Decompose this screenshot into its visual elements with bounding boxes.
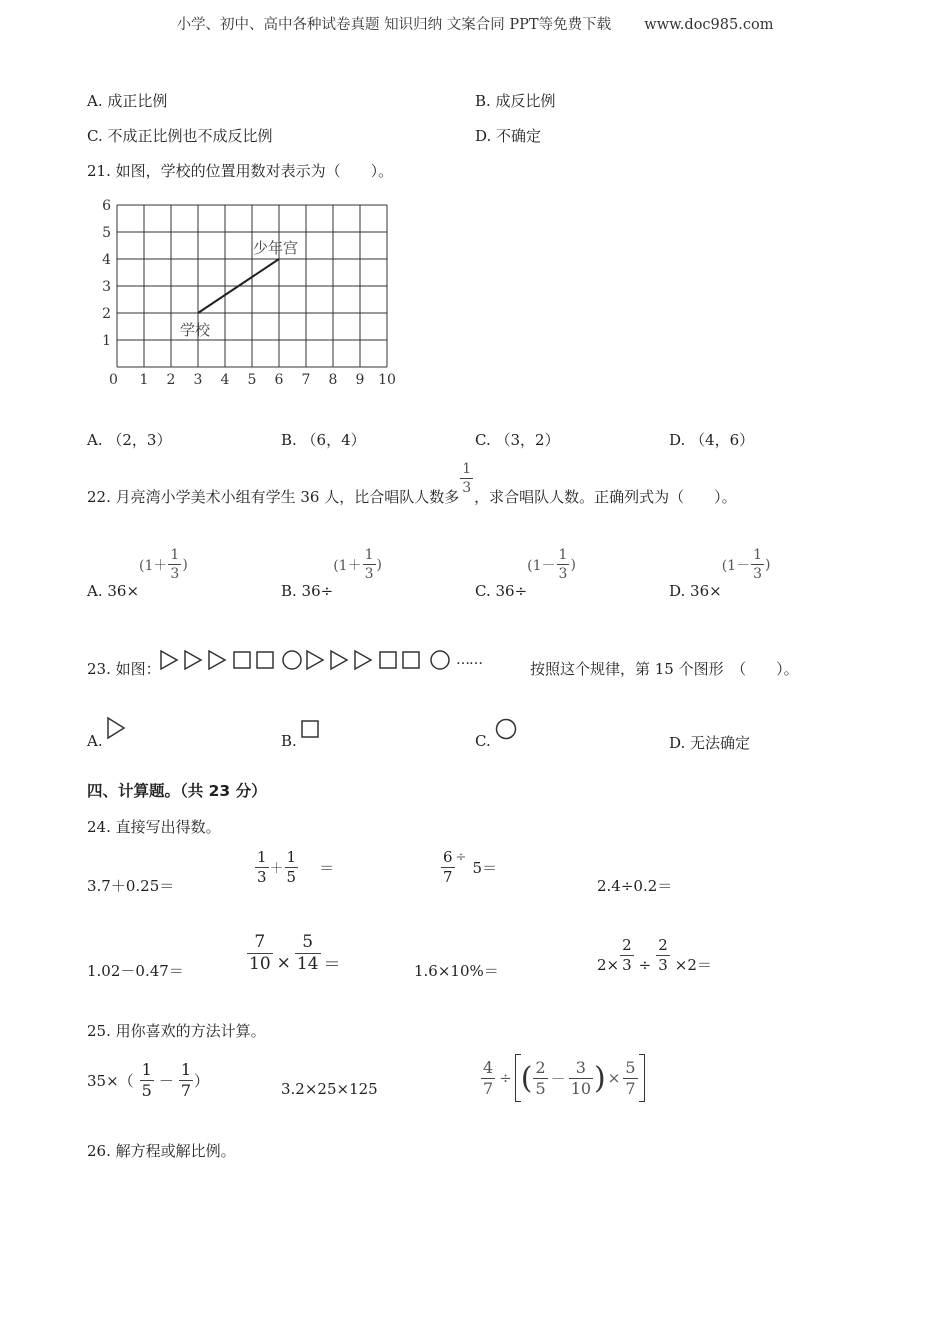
q24-r2c4-pre: 2×: [597, 955, 620, 974]
operator: －: [158, 1072, 174, 1090]
q24-r1c3: [440, 850, 497, 885]
x-tick-label: 9: [355, 372, 365, 388]
q26-prompt: 26. 解方程或解比例。: [87, 1142, 236, 1160]
frac-num: 4: [483, 1057, 494, 1077]
q22-a-label: A. 36×: [87, 581, 140, 600]
frac-num: 7: [254, 932, 266, 952]
right-paren: ): [594, 1060, 606, 1096]
triangle-shape: [185, 651, 201, 669]
triangle-shape: [161, 651, 177, 669]
triangle-shape: [355, 651, 371, 669]
q23-prompt-post: 按照这个规律，第 15 个图形 （ ）。: [530, 660, 799, 678]
q25-e3-frac1: [481, 1057, 495, 1098]
frac-den: 3: [622, 956, 632, 974]
q22-frac-num: 1: [462, 461, 472, 477]
q21-option-d[interactable]: D. （4，6）: [669, 431, 755, 449]
frac-den: 14: [296, 954, 319, 974]
q22-a-den: 3: [170, 566, 180, 582]
operator: －: [550, 1069, 566, 1088]
q22-d-frac: [751, 548, 764, 581]
q22-b-den: 3: [364, 566, 374, 582]
triangle-shape: [331, 651, 347, 669]
circle-icon: [494, 716, 518, 742]
frac-num: 1: [141, 1060, 152, 1079]
q22-a-frac: [168, 548, 181, 581]
equals: ＝: [323, 955, 341, 975]
frac-num: 2: [535, 1057, 546, 1077]
q21-prompt: 21. 如图，学校的位置用数对表示为（ ）。: [87, 162, 394, 180]
right-bracket: [639, 1054, 645, 1102]
operator: ×: [607, 1069, 621, 1087]
q22-c-close: ): [570, 556, 576, 573]
x-tick-label: 7: [301, 372, 311, 388]
q21-option-b[interactable]: B. （6，4）: [281, 431, 366, 449]
q22-prompt-pre: 22. 月亮湾小学美术小组有学生 36 人，比合唱队人数多: [87, 488, 460, 506]
frac-num: 3: [575, 1057, 586, 1077]
q24-r1c4: 2.4÷0.2＝: [597, 877, 673, 895]
q22-a-close: ): [182, 556, 188, 573]
y-tick-label: 4: [102, 252, 111, 268]
q24-r1c3-frac: [441, 850, 455, 885]
q22-d-close: ): [764, 556, 771, 573]
operator: ×: [276, 952, 291, 973]
q22-c-open: (1－: [527, 557, 556, 574]
x-tick-label: 6: [274, 372, 284, 388]
q20-option-d[interactable]: D. 不确定: [475, 127, 542, 145]
frac-num: 1: [180, 1060, 192, 1079]
palace-label: 少年宫: [253, 239, 299, 257]
frac-num: 6: [443, 848, 453, 866]
square-shape: [403, 652, 419, 668]
q21-grid-figure: [90, 192, 410, 392]
q25-e3-frac2: [533, 1057, 547, 1098]
frac-den: 5: [141, 1081, 152, 1100]
q22-a-num: 1: [170, 547, 180, 563]
q24-r2c4-frac1: [620, 938, 634, 973]
frac-num: 5: [625, 1057, 636, 1077]
q25-e1-frac2: [179, 1062, 193, 1099]
section-title: 四、计算题。（共 23 分）: [87, 782, 267, 800]
triangle-shape: [307, 651, 323, 669]
q22-a-open: (1＋: [139, 557, 168, 574]
q22-option-a[interactable]: [87, 547, 188, 600]
q23-b-label: B.: [281, 732, 297, 750]
school-label: 学校: [180, 321, 211, 339]
frac-den: 7: [443, 868, 453, 886]
q22-c-num: 1: [558, 547, 568, 563]
q23-option-c[interactable]: [475, 716, 518, 750]
frac-den: 5: [535, 1078, 546, 1098]
y-tick-label: 5: [102, 225, 111, 241]
q25-e3-frac4: [623, 1057, 637, 1098]
grid-x-ticks: [109, 372, 396, 388]
q24-r2c4: [597, 938, 712, 973]
q24-r2c2-frac1: [247, 934, 273, 973]
q23-option-b[interactable]: [281, 716, 322, 750]
q25-expr3: [480, 1054, 645, 1102]
y-tick-label: 6: [102, 198, 111, 214]
frac-num: 5: [302, 932, 314, 952]
equals: ＝: [319, 859, 335, 877]
q21-option-a[interactable]: A. （2，3）: [87, 431, 172, 449]
q25-e1-post: ）: [194, 1072, 210, 1090]
frac-den: 7: [483, 1078, 494, 1098]
x-tick-label: 3: [193, 372, 203, 388]
q22-b-close: ): [376, 556, 382, 573]
q22-prompt: [87, 461, 737, 506]
q22-d-label: D. 36×: [669, 581, 722, 600]
q25-expr2: 3.2×25×125: [281, 1080, 378, 1098]
x-tick-label: 1: [139, 372, 149, 388]
x-tick-label: 4: [220, 372, 230, 388]
frac-num: 1: [257, 848, 267, 866]
x-tick-label: 2: [166, 372, 176, 388]
q20-option-b[interactable]: B. 成反比例: [475, 92, 556, 110]
y-tick-label: 1: [102, 333, 111, 349]
header-site: www.doc985.com: [644, 17, 774, 33]
q22-option-b[interactable]: [281, 547, 382, 600]
q22-b-num: 1: [364, 547, 374, 563]
q24-r2c2: [246, 934, 341, 973]
operator: ÷: [638, 955, 652, 974]
grid-lines: [117, 205, 387, 367]
y-tick-label: 2: [102, 306, 111, 322]
q20-option-c[interactable]: C. 不成正比例也不成反比例: [87, 127, 273, 145]
y-tick-label: 3: [102, 279, 111, 295]
circle-shape: [431, 651, 449, 669]
q22-d-num: 1: [753, 547, 762, 563]
q22-b-label: B. 36÷: [281, 581, 334, 600]
frac-num: 2: [622, 936, 632, 954]
q24-r1c1: 3.7＋0.25＝: [87, 877, 175, 895]
frac-den: 7: [180, 1081, 192, 1100]
q23-prompt-pre: 23. 如图：: [87, 660, 161, 678]
operator: ÷: [499, 1069, 512, 1087]
q22-d-open: (1－: [721, 557, 751, 574]
frac-den: 10: [249, 954, 271, 974]
circle-shape: [283, 651, 301, 669]
frac-num: 2: [658, 936, 668, 954]
q24-prompt: 24. 直接写出得数。: [87, 818, 221, 836]
operator: ÷: [455, 850, 467, 865]
triangle-icon: [105, 716, 127, 740]
q22-b-open: (1＋: [333, 557, 362, 574]
x-tick-label: 0: [109, 372, 118, 388]
q22-prompt-post: ，求合唱队人数。正确列式为（ ）。: [474, 488, 737, 506]
square-shape: [380, 652, 396, 668]
q24-r2c4-frac2: [656, 938, 670, 973]
q24-r2c1: 1.02－0.47＝: [87, 962, 184, 980]
q23-option-d[interactable]: D. 无法确定: [669, 734, 751, 752]
q25-e1-frac1: [140, 1062, 154, 1099]
q20-option-a[interactable]: A. 成正比例: [87, 92, 168, 110]
q22-option-d[interactable]: [669, 547, 771, 600]
q23-shape-sequence: [158, 646, 518, 674]
frac-den: 10: [570, 1078, 592, 1098]
left-paren: (: [520, 1060, 533, 1096]
frac-num: 1: [286, 848, 297, 866]
square-shape: [257, 652, 273, 668]
q24-r1c3-tail: 5＝: [472, 859, 497, 877]
page-header: [0, 13, 950, 34]
q23-a-label: A.: [87, 732, 103, 750]
q22-d-den: 3: [753, 566, 762, 582]
q25-expr1: [87, 1062, 209, 1099]
header-text: 小学、初中、高中各种试卷真题 知识归纳 文案合同 PPT等免费下载: [176, 17, 612, 33]
q24-r1c2-frac2: [285, 850, 299, 885]
q23-dots: ……: [456, 652, 482, 668]
q22-fraction: [460, 462, 473, 495]
q22-c-label: C. 36÷: [475, 581, 528, 600]
q23-option-a[interactable]: [87, 716, 127, 750]
x-tick-label: 5: [247, 372, 257, 388]
q24-r2c4-tail: ×2＝: [674, 956, 712, 974]
q21-option-c[interactable]: C. （3，2）: [475, 431, 560, 449]
frac-den: 3: [658, 956, 668, 974]
q24-r1c2: [254, 850, 334, 885]
q22-option-c[interactable]: [475, 547, 576, 600]
q24-r1c2-frac1: [255, 850, 269, 885]
operator: ＋: [269, 860, 284, 877]
frac-den: 5: [286, 868, 297, 886]
q25-prompt: 25. 用你喜欢的方法计算。: [87, 1022, 266, 1040]
q22-b-frac: [363, 548, 376, 581]
q25-e3-frac3: [569, 1057, 593, 1098]
q24-r2c2-frac2: [295, 934, 321, 973]
square-shape: [234, 652, 250, 668]
triangle-shape: [209, 651, 225, 669]
q22-c-den: 3: [558, 566, 568, 582]
x-tick-label: 10: [378, 372, 396, 388]
grid-y-ticks: [102, 198, 111, 349]
square-icon: [300, 716, 322, 740]
q22-c-frac: [557, 548, 570, 581]
frac-den: 7: [625, 1078, 636, 1098]
frac-den: 3: [257, 868, 267, 886]
q25-e1-pre: 35×（: [87, 1072, 134, 1090]
x-tick-label: 8: [328, 372, 338, 388]
q24-r2c3: 1.6×10%＝: [414, 962, 499, 980]
q22-frac-den: 3: [462, 480, 472, 496]
q23-c-label: C.: [475, 732, 491, 750]
